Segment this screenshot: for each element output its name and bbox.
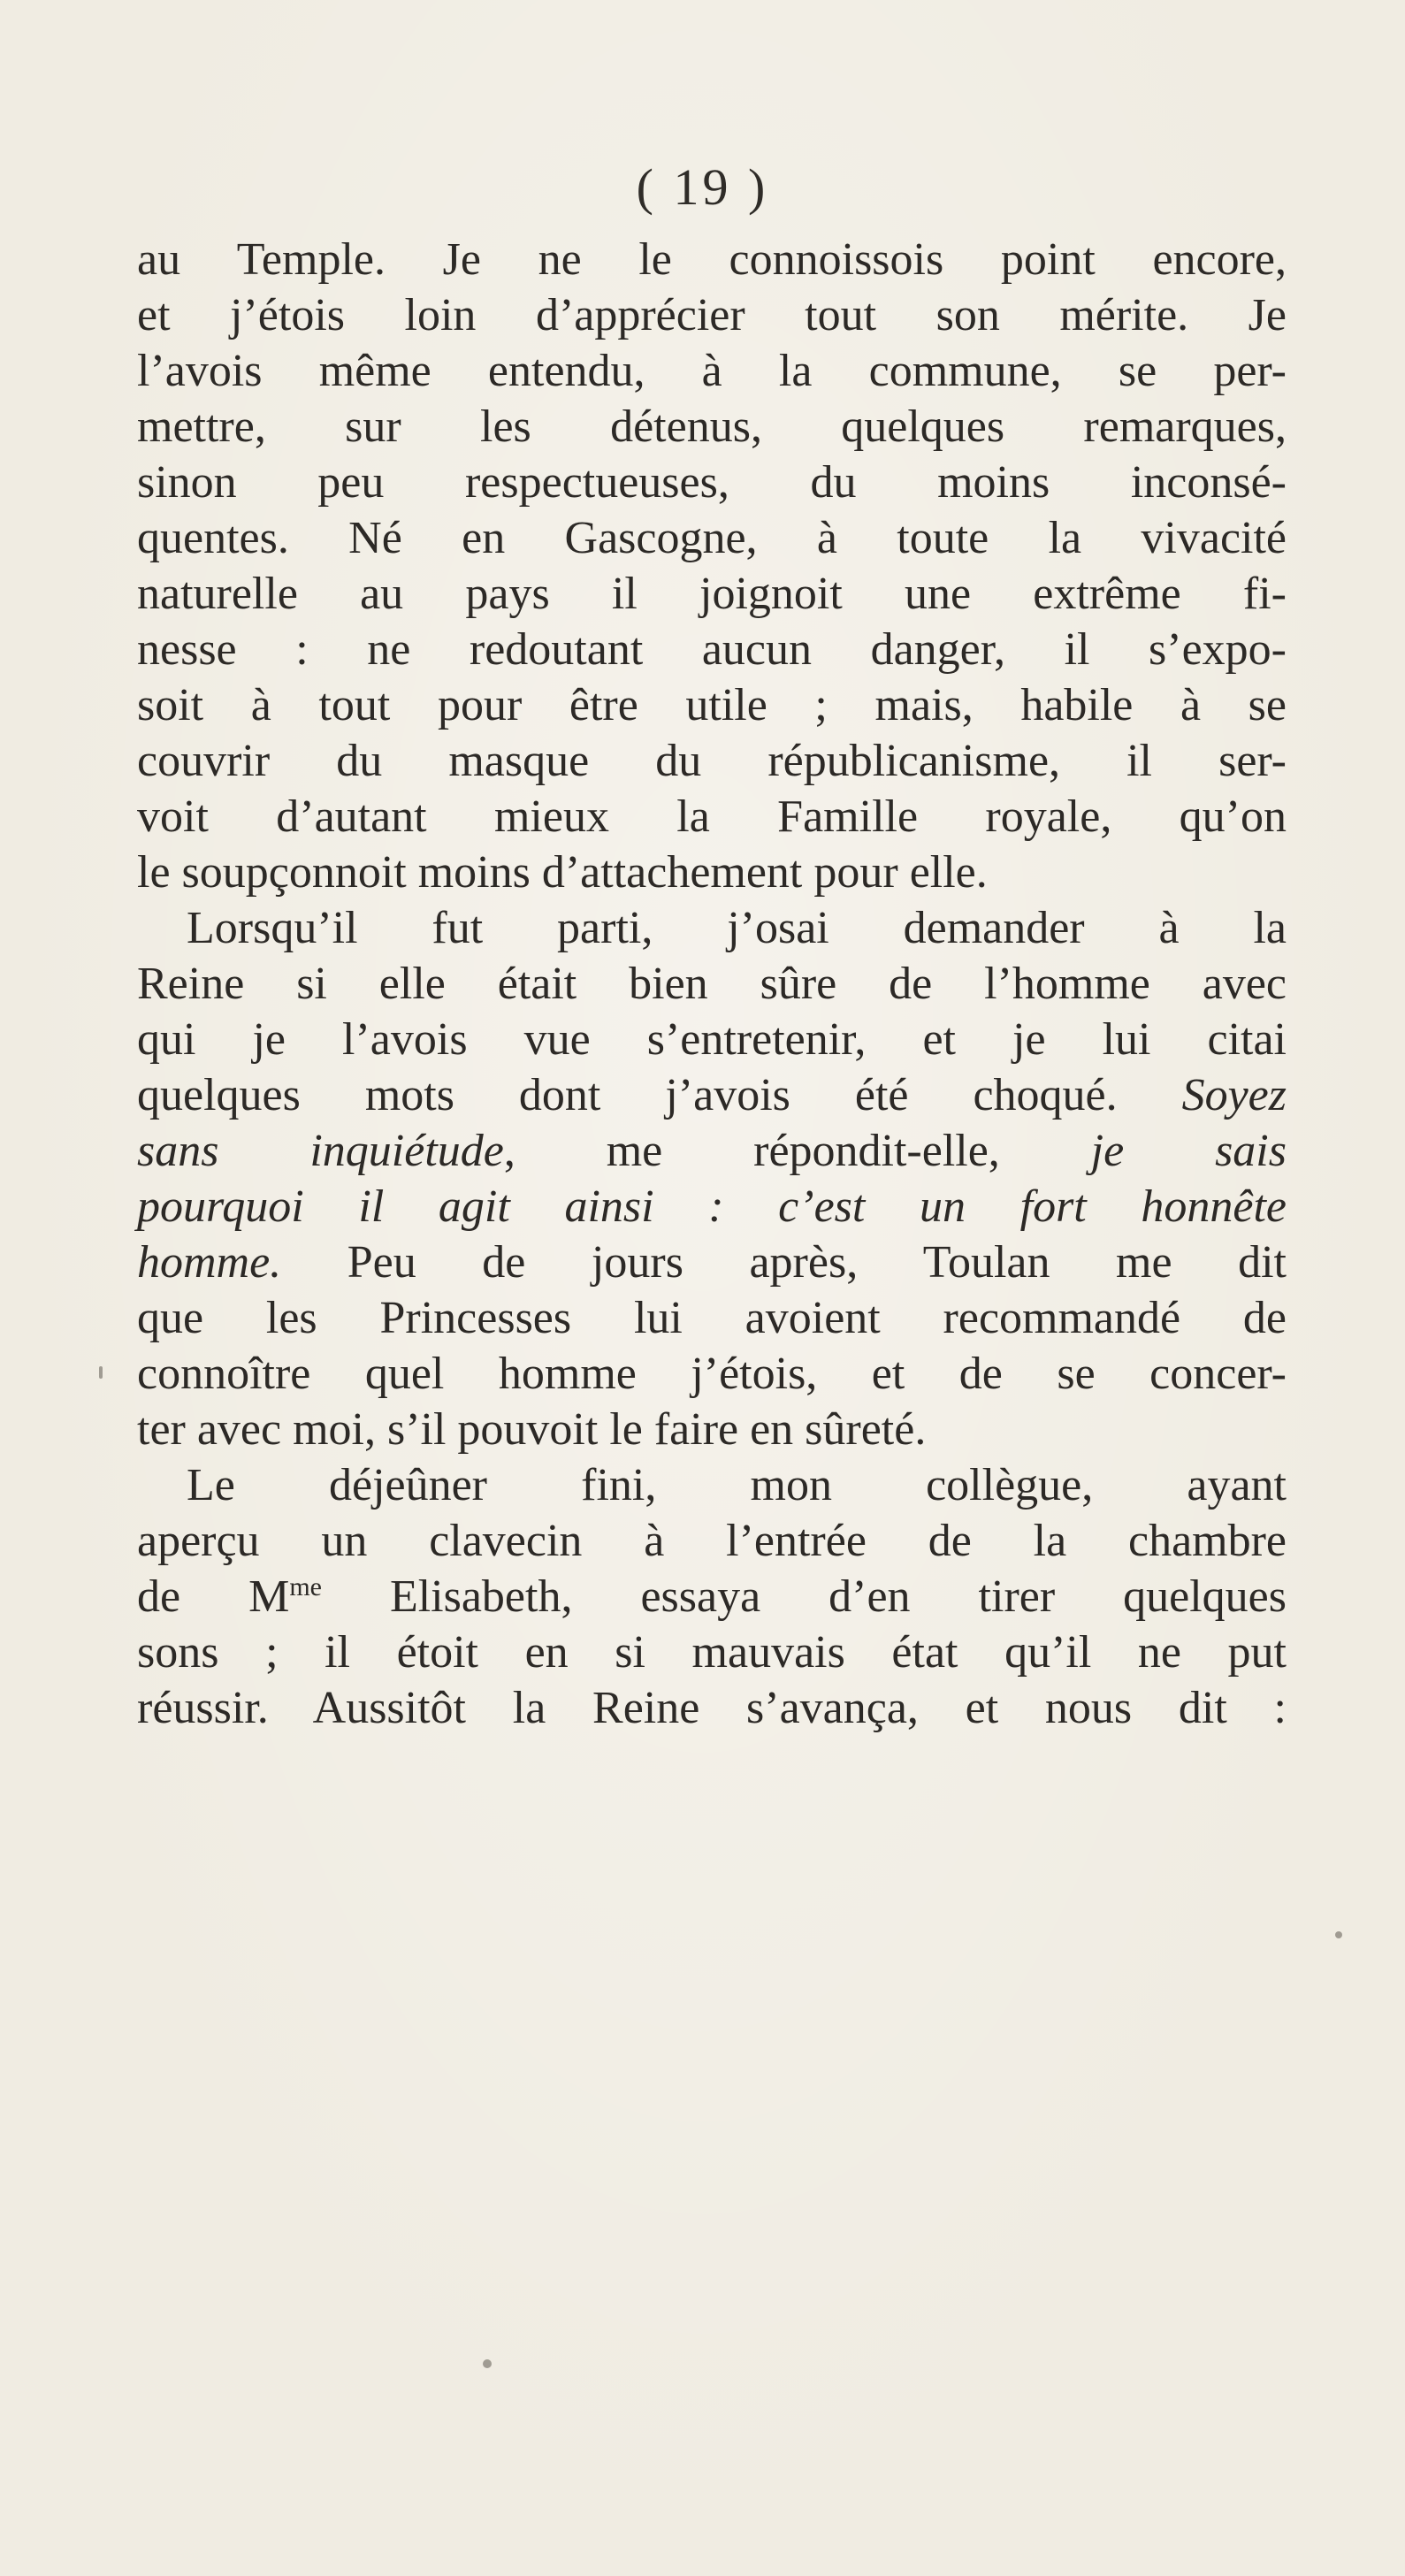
text-line (137, 733, 1287, 789)
text-line (137, 956, 1287, 1012)
text-line (137, 1067, 1287, 1123)
text-line (137, 1123, 1287, 1179)
text-line (137, 677, 1287, 733)
text-line (137, 900, 1287, 956)
text-segment: nesse : ne redoutant aucun danger, il s’expo- (137, 624, 1287, 675)
text-segment: aperçu un clavecin à l’entrée de la chambre (137, 1516, 1287, 1566)
text-segment: couvrir du masque du républicanisme, il ser- (137, 736, 1287, 786)
text-segment: voit d’autant mieux la Famille royale, qu’on (137, 791, 1287, 842)
text-segment: sinon peu respectueuses, du moins inconsé- (137, 457, 1287, 508)
page-number: ( 19 ) (636, 158, 769, 216)
superscript: me (289, 1572, 322, 1601)
text-segment: l’avois même entendu, à la commune, se per- (137, 346, 1287, 396)
text-line (137, 1457, 1287, 1513)
text-line (137, 1624, 1287, 1680)
text-segment: naturelle au pays il joignoit une extrême fi- (137, 569, 1287, 619)
text-segment: ter avec moi, s’il pouvoit le faire en sûreté. (137, 1404, 927, 1455)
text-line (137, 455, 1287, 510)
text-segment: le soupçonnoit moins d’attachement pour elle. (137, 847, 988, 898)
text-segment: Le déjeûner fini, mon collègue, ayant (187, 1460, 1287, 1510)
text-line (137, 510, 1287, 566)
text-line (137, 845, 1287, 900)
italic-text: homme. (137, 1237, 282, 1288)
body-text (137, 232, 1287, 1736)
text-segment: quelques mots dont j’avois été choqué. (137, 1070, 1182, 1120)
paper-speck (99, 1366, 103, 1379)
text-segment: quentes. Né en Gascogne, à toute la vivacité (137, 513, 1287, 563)
text-segment: au Temple. Je ne le connoissois point encore, (137, 234, 1287, 285)
text-line (137, 1179, 1287, 1234)
text-segment: que les Princesses lui avoient recommandé de (137, 1293, 1287, 1343)
italic-text: sans inquiétude (137, 1126, 504, 1176)
text-segment: Peu de jours après, Toulan me dit (281, 1237, 1287, 1288)
paper-speck (483, 2359, 492, 2368)
text-line (137, 1012, 1287, 1067)
text-segment: mettre, sur les détenus, quelques remarques, (137, 401, 1287, 452)
text-line (137, 1346, 1287, 1402)
text-segment: sons ; il étoit en si mauvais état qu’il ne put (137, 1627, 1287, 1678)
text-segment: Reine si elle était bien sûre de l’homme avec (137, 959, 1287, 1009)
text-line (137, 566, 1287, 622)
text-line (137, 1680, 1287, 1736)
text-segment: Elisabeth, essaya d’en tirer quelques (321, 1571, 1287, 1622)
text-segment: connoître quel homme j’étois, et de se concer- (137, 1349, 1287, 1399)
italic-text: Soyez (1181, 1070, 1287, 1120)
text-line (137, 287, 1287, 343)
text-line (137, 1234, 1287, 1290)
text-line (137, 1402, 1287, 1457)
text-line (137, 622, 1287, 677)
text-line (137, 789, 1287, 845)
text-segment: et j’étois loin d’apprécier tout son mérite. Je (137, 290, 1287, 340)
text-segment: , me répondit-elle, (503, 1126, 1091, 1176)
text-segment: réussir. Aussitôt la Reine s’avança, et nous dit : (137, 1683, 1287, 1733)
text-segment: de M (137, 1571, 290, 1622)
text-segment: qui je l’avois vue s’entretenir, et je lui citai (137, 1014, 1287, 1065)
text-line (137, 1513, 1287, 1569)
italic-text: pourquoi il agit ainsi : c’est un fort honnête (137, 1181, 1287, 1232)
italic-text: je sais (1090, 1126, 1287, 1176)
text-segment: Lorsqu’il fut parti, j’osai demander à la (187, 903, 1287, 953)
text-line (137, 232, 1287, 287)
text-line (137, 1569, 1287, 1624)
text-segment: soit à tout pour être utile ; mais, habile à se (137, 680, 1287, 730)
text-line (137, 399, 1287, 455)
text-line (137, 343, 1287, 399)
paper-speck (1335, 1931, 1342, 1938)
text-line (137, 1290, 1287, 1346)
